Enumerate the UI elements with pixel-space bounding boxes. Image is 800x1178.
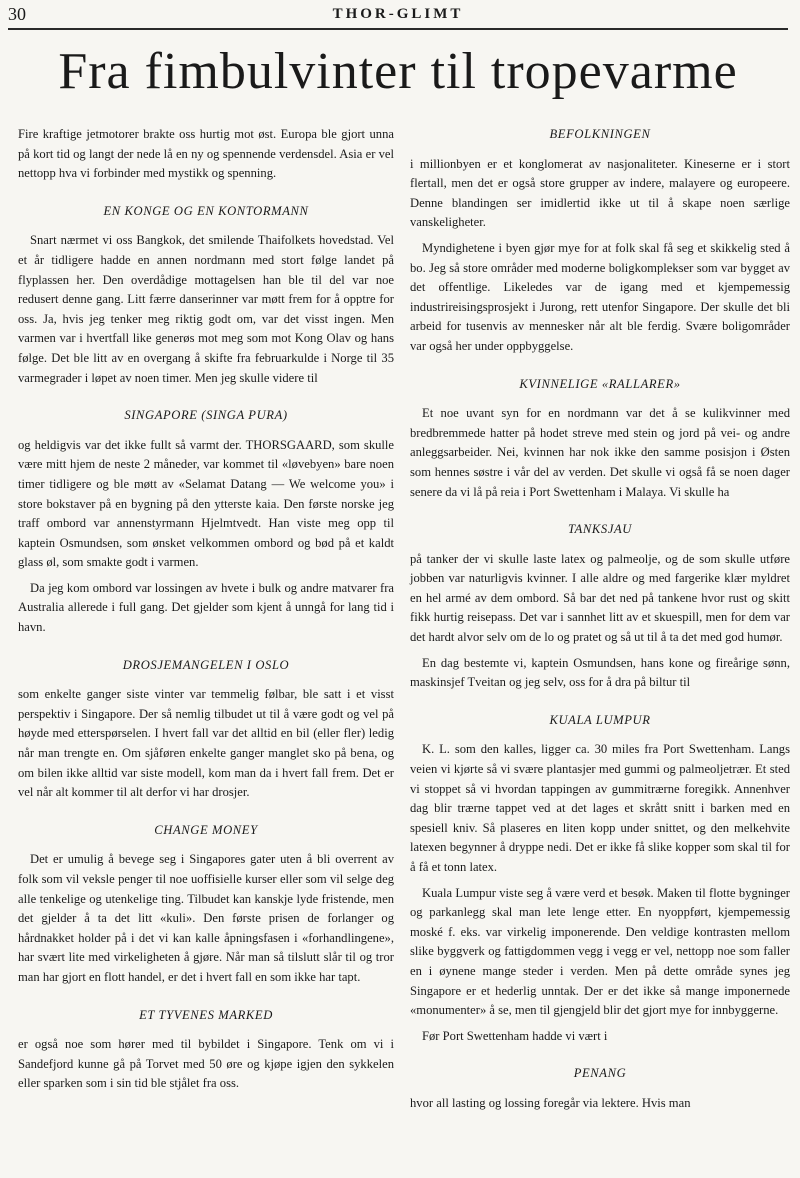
header-rule [8, 28, 788, 30]
section-heading: KUALA LUMPUR [549, 712, 651, 727]
paragraph: i millionbyen er et konglomerat av nasjonaliteter. Kineserne er i stort flertall, men det er også store grupper av indere, malayere og europeere. Denne blandingen ser imidlertid ikke ut til å skape noen særlige vanskeligheter. [410, 156, 790, 230]
paragraph: Myndighetene i byen gjør mye for at folk skal få seg et skikkelig sted å bo. Jeg så store områder med moderne boligkomplekser som var bygget av det offentlige. Likeledes var de igang med et kjempemessig industrireisingsprosjekt i Jurong, rett utenfor Singapore. Der skulle det bli arbeid for tusenvis av mennesker når alt ble ferdig. Svære boligområder var også her under oppbyggelse. [410, 240, 790, 353]
section-heading: SINGAPORE (SINGA PURA) [124, 408, 288, 423]
paragraph: En dag bestemte vi, kaptein Osmundsen, hans kone og fireårige sønn, maskinsjef Tveitan og jeg selv, oss for å dra på biltur til [410, 655, 790, 690]
page-number: 30 [8, 4, 26, 24]
paragraph: K. L. som den kalles, ligger ca. 30 miles fra Port Swettenham. Langs veien vi kjørte så vi svære plantasjer med gummi og palmeoljetrær. Et sted vi stoppet så vi hvordan tappingen av gummitrærne foregikk. Annenhver dag blir trærne tappet ved at det lages et skrått snitt i barken med en spesiell kniv. Så plaseres en liten kopp under snittet, og den melkehvite latexen begynner å dryppe nedi. Det er ikke få slike kopper som skal til for å få et tonn latex. [410, 742, 790, 874]
paragraph: Det er umulig å bevege seg i Singapores gater uten å bli overrent av folk som vil veksle penger til noe uoffisielle kurser eller som vil selge deg alle tenkelige og utenkelige ting. Tilbudet kan kanskje lyde fristende, men det gjelder å ta det litt «kuli». Den første prisen de forlanger og hårdnakket holder på i det vi kan kalle åpningsfasen i «forhandlingene», har svært lite med virkeligheten å gjøre. Når man så tilslutt slår til og tror man har gjort en flott handel, er det i hvert fall en som ikke har tapt. [18, 852, 394, 984]
section-heading: KVINNELIGE «RALLARER» [519, 376, 681, 391]
section-heading: ET TYVENES MARKED [139, 1007, 273, 1022]
page-header [8, 4, 788, 28]
paragraph: er også noe som hører med til bybildet i Singapore. Tenk om vi i Sandefjord kunne gå på Torvet med 50 øre og kjøpe igjen den sykkelen eller sparken som i sin tid ble stjålet fra oss. [18, 1037, 394, 1091]
paragraph: og heldigvis var det ikke fullt så varmt der. THORSGAARD, som skulle være mitt hjem de neste 2 måneder, var kommet til «løvebyen» bare noen timer tidligere og ble møtt av «Selamat Datang — We welcome you» i store bokstaver på en bygning på den ytterste kaia. Den første norske jeg traff ombord var annenstyrmann Hjelmtvedt. Han viste meg opp til kaptein Osmundsen, som ønsket velkommen ombord og bød på et kaldt glass øl, som smakte godt i varmen. [18, 437, 394, 570]
paragraph: Snart nærmet vi oss Bangkok, det smilende Thaifolkets hovedstad. Vel et år tidligere hadde en annen nordmann med stort følge landet på flyplassen her. Den overdådige mottagelsen han ble til del var noe redusert denne gang. Litt færre danserinner var møtt frem for å opptre for oss. Ja, hvis jeg tenker meg riktig godt om, var det visst ingen. Men varmen var i hvertfall like generøs mot meg som mot Kong Olav og hans følge. Det ble litt av en overgang å skifte fra februarkulde i Norge til 35 varmegrader i løpet av noen timer. Men jeg skulle videre til [18, 233, 394, 385]
paragraph: Før Port Swettenham hadde vi vært i [422, 1028, 608, 1043]
right-column [410, 125, 790, 1120]
paragraph: som enkelte ganger siste vinter var temmelig følbar, ble satt i et visst perspektiv i Singapore. Der så nemlig tilbudet ut til å være godt og vel på høyde med etterspørselen. I hvert fall var det alltid en bil (eller fler) ledig når man trengte en. Om sjåføren enkelte ganger manglet sko på bena, og om bilen ikke alltid var siste modell, kom man da i hvert fall frem. Det er vel når alt kommer til alt derfor vi har drosjer. [18, 687, 394, 800]
left-column [18, 125, 394, 1100]
paragraph: hvor all lasting og lossing foregår via lektere. Hvis man [410, 1095, 691, 1110]
paragraph: Kuala Lumpur viste seg å være verd et besøk. Maken til flotte bygninger og parkanlegg skal man lete lenge etter. En nyoppført, kjempemessig moské f. eks. var virkelig imponerende. Den veldige kontrasten mellom slike byggverk og fattigdommen vegg i vegg er vel, nettopp noe som faller en i øynene mange steder i verden. Men på dette område synes jeg Singapore er et hederlig unntak. Der er det ikke så mange imponernede «monumenter» å se, men til gjengjeld blir det gjort mye for innbyggerne. [410, 885, 790, 1018]
section-heading: TANKSJAU [567, 522, 633, 537]
paragraph: på tanker der vi skulle laste latex og palmeolje, og de som skulle utføre jobben var naturligvis kvinner. I alle aldre og med fargerike klær myldret en hel armé av dem ombord. Så bar det ned på tankene hvor rust og skitt fikk hurtig reisepass. Det var i sannhet litt av et skuespill, men for dem var det hardt alvor selv om de lo og pratet og så ut til å ta det med god humør. [410, 551, 790, 645]
section-heading: PENANG [573, 1066, 627, 1081]
paragraph: Et noe uvant syn for en nordmann var det å se kulikvinner med bredbremmede hatter på hodet streve med stein og jord på vei- og andre anleggsarbeider. Nei, kvinnen har nok ikke den samme posisjon i Østen som hennes søstre i vår del av verden. Det skulle vi også få se noen dager senere da vi lå på reia i Port Swettenham i Malaya. Vi skulle ha [410, 406, 790, 499]
section-heading: BEFOLKNINGEN [549, 127, 651, 141]
intro-paragraph: Fire kraftige jetmotorer brakte oss hurtig mot øst. Europa ble gjort unna på kort tid og langt der nede lå en ny og spennende verdensdel. Asia er vel nettopp hva vi forbinder med mystikk og spenning. [18, 127, 394, 181]
running-title: THOR-GLIMT [332, 6, 464, 22]
section-heading: CHANGE MONEY [154, 822, 258, 837]
paragraph: Da jeg kom ombord var lossingen av hvete i bulk og andre matvarer fra Australia allerede i full gang. Det gjelder som kjent å unngå for lang tid i havn. [18, 580, 394, 635]
section-heading: EN KONGE OG EN KONTORMANN [103, 203, 309, 218]
article-title: Fra fimbulvinter til tropevarme [58, 43, 738, 100]
section-heading: DROSJEMANGELEN I OSLO [122, 657, 290, 672]
